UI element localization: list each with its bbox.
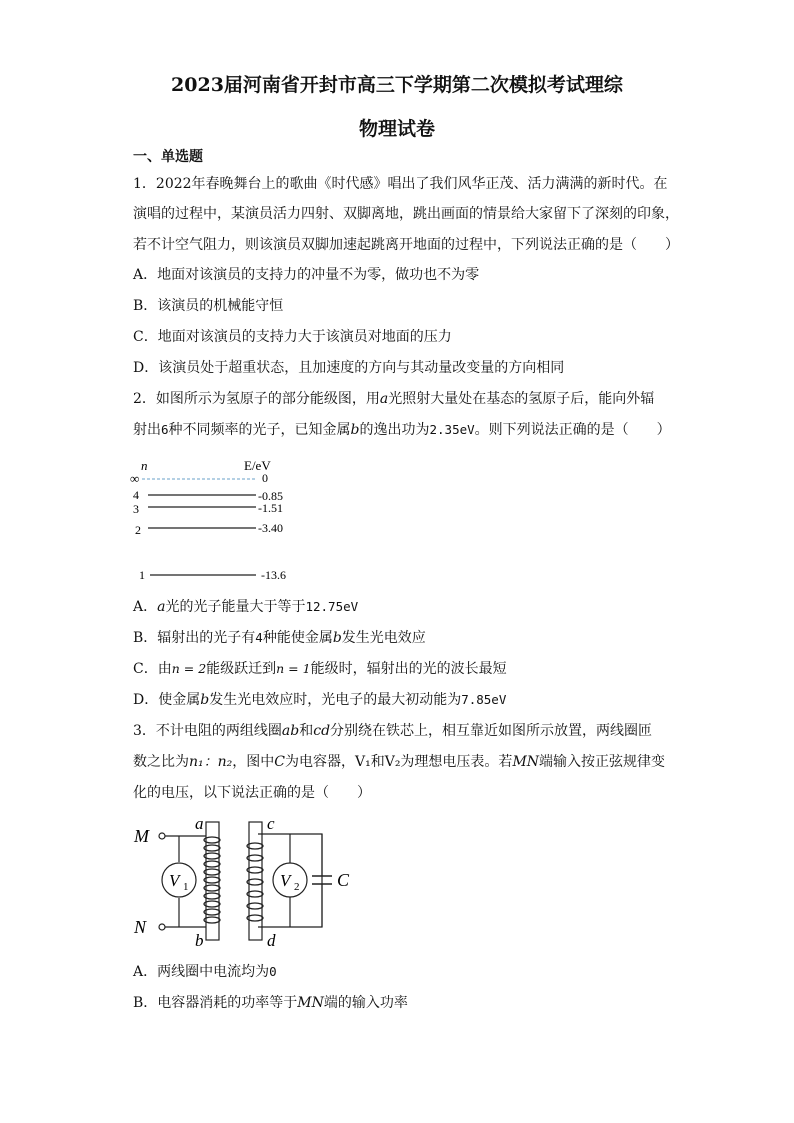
voltmeter-v2-label: V bbox=[280, 871, 291, 890]
terminal-m bbox=[159, 833, 165, 839]
terminal-n-label: N bbox=[134, 917, 147, 937]
level-2-n: 2 bbox=[135, 523, 141, 537]
level-inf-n: ∞ bbox=[130, 471, 140, 486]
q1-stem-line2: 演唱的过程中，某演员活力四射、双脚离地，跳出画面的情景给大家留下了深刻的印象， bbox=[133, 206, 679, 222]
voltmeter-v2-sub: 2 bbox=[294, 881, 300, 893]
energy-axis-label: E/eV bbox=[244, 458, 271, 473]
q3-stem-line1: 3．不计电阻的两组线圈ab和cd分别绕在铁芯上，相互靠近如图所示放置，两线圈匝 bbox=[133, 723, 653, 739]
q1-stem-line3: 若不计空气阻力，则该演员双脚加速起跳离开地面的过程中，下列说法正确的是（ ） bbox=[133, 237, 679, 253]
coil-a-label: a bbox=[195, 814, 204, 833]
q2-option-a: A．a光的光子能量大于等于12.75eV bbox=[133, 599, 359, 615]
n-axis-label: n bbox=[141, 458, 148, 473]
q1-option-a: A．地面对该演员的支持力的冲量不为零，做功也不为零 bbox=[133, 267, 480, 283]
level-inf-e: 0 bbox=[262, 471, 268, 485]
section-heading-single-choice: 一、单选题 bbox=[133, 149, 203, 165]
level-2-e: -3.40 bbox=[258, 521, 283, 535]
q2-option-d: D．使金属b发生光电效应时，光电子的最大初动能为7.85eV bbox=[133, 692, 507, 708]
iron-core-right bbox=[249, 822, 262, 940]
terminal-m-label: M bbox=[134, 826, 149, 846]
q1-option-b: B．该演员的机械能守恒 bbox=[133, 298, 284, 314]
level-1-n: 1 bbox=[139, 568, 145, 582]
q2-option-b: B．辐射出的光子有4种能使金属b发生光电效应 bbox=[133, 630, 426, 646]
exam-subtitle: 物理试卷 bbox=[358, 118, 435, 140]
level-1-e: -13.6 bbox=[261, 568, 286, 582]
voltmeter-v1-sub: 1 bbox=[183, 881, 189, 893]
coil-c-label: c bbox=[267, 814, 275, 833]
q3-option-b: B．电容器消耗的功率等于MN端的输入功率 bbox=[133, 995, 408, 1011]
exam-title: 2023届河南省开封市高三下学期第二次模拟考试理综 bbox=[171, 74, 623, 96]
q3-option-a: A．两线圈中电流均为0 bbox=[133, 964, 277, 980]
level-4-n: 4 bbox=[133, 488, 139, 502]
q2-stem-line2: 射出6种不同频率的光子，已知金属b的逸出功为2.35eV。则下列说法正确的是（ ） bbox=[133, 422, 671, 438]
level-3-n: 3 bbox=[133, 502, 139, 516]
capacitor-label: C bbox=[337, 870, 350, 890]
energy-level-diagram bbox=[128, 456, 308, 586]
terminal-n bbox=[159, 924, 165, 930]
coil-b-label: b bbox=[195, 931, 204, 950]
transformer-circuit-diagram bbox=[128, 812, 358, 952]
q1-option-c: C．地面对该演员的支持力大于该演员对地面的压力 bbox=[133, 329, 452, 345]
q3-stem-line2: 数之比为n₁：n₂，图中C为电容器，V₁和V₂为理想电压表。若MN端输入按正弦规律变 bbox=[133, 754, 666, 770]
level-3-e: -1.51 bbox=[258, 501, 283, 515]
q1-option-d: D．该演员处于超重状态，且加速度的方向与其动量改变量的方向相同 bbox=[133, 360, 565, 376]
q2-stem-line1: 2．如图所示为氢原子的部分能级图，用a光照射大量处在基态的氢原子后，能向外辐 bbox=[133, 391, 655, 407]
level-4-e: -0.85 bbox=[258, 489, 283, 503]
coil-d-label: d bbox=[267, 931, 276, 950]
q3-stem-line3: 化的电压，以下说法正确的是（ ） bbox=[133, 785, 371, 801]
q1-stem-line1: 1．2022年春晚舞台上的歌曲《时代感》唱出了我们风华正茂、活力满满的新时代。在 bbox=[133, 176, 668, 192]
voltmeter-v1-label: V bbox=[169, 871, 180, 890]
q2-option-c: C．由n = 2能级跃迁到n = 1能级时，辐射出的光的波长最短 bbox=[133, 661, 507, 677]
